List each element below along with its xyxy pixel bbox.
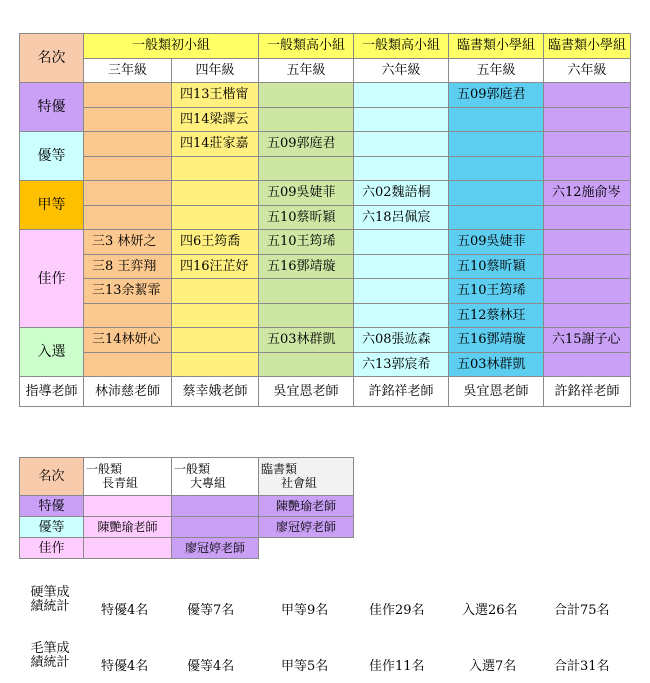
group-header [259, 458, 354, 496]
award-cell [172, 328, 259, 353]
teacher-award-cell [84, 496, 172, 517]
category-special: 特優 [20, 496, 84, 517]
award-cell [84, 181, 172, 206]
award-cell: 五12蔡林玨 [449, 303, 544, 328]
grade-header: 四年級 [172, 58, 259, 83]
group-header: 臨書類小學組 [449, 34, 544, 59]
category-first: 甲等 [20, 181, 84, 230]
stat-value: 入選7名 [469, 659, 517, 674]
brush-stats [19, 642, 631, 682]
stat-value: 特優4名 [101, 603, 149, 618]
award-cell: 五16鄧靖璇 [449, 328, 544, 353]
group-header-line: 長青組 [102, 475, 139, 490]
award-cell [544, 132, 631, 157]
teacher-award-cell [172, 517, 259, 538]
group-header-line: 一般類 [174, 461, 211, 476]
award-cell [449, 107, 544, 132]
award-cell [354, 254, 449, 279]
award-cell [172, 279, 259, 304]
grade-header: 五年級 [449, 58, 544, 83]
teacher-label: 指導老師 [20, 377, 84, 407]
category-good: 佳作 [20, 538, 84, 559]
award-cell [544, 205, 631, 230]
teacher-award-cell: 陳艷瑜老師 [259, 496, 354, 517]
teacher-award-cell: 陳艷瑜老師 [84, 517, 172, 538]
stats-label-line: 績統計 [30, 655, 70, 670]
award-cell [259, 303, 354, 328]
category-selected: 入選 [20, 328, 84, 377]
teacher-award-cell [259, 538, 354, 559]
teacher-award-cell: 廖冠婷老師 [259, 517, 354, 538]
award-cell: 五09吳婕菲 [449, 230, 544, 255]
award-cell [544, 279, 631, 304]
award-cell: 五03林群凱 [449, 352, 544, 377]
stats-label-line: 硬筆成 [30, 585, 70, 600]
award-cell: 四6王筠喬 [172, 230, 259, 255]
award-cell: 五10王筠琋 [259, 230, 354, 255]
group-header: 一般類高小組 [259, 34, 354, 59]
award-cell [449, 132, 544, 157]
award-cell: 三3 林妍之 [84, 230, 172, 255]
group-header-line: 大專組 [190, 475, 227, 490]
award-cell [84, 132, 172, 157]
award-cell [172, 352, 259, 377]
teacher-award-cell [84, 538, 172, 559]
teacher-award-cell [172, 496, 259, 517]
teacher-award-cell: 廖冠婷老師 [172, 538, 259, 559]
award-cell [84, 303, 172, 328]
stat-value: 佳作11名 [369, 659, 425, 674]
award-cell: 五03林群凱 [259, 328, 354, 353]
group-header: 一般類高小組 [354, 34, 449, 59]
award-cell: 三13余絜霏 [84, 279, 172, 304]
award-cell: 五10蔡昕穎 [259, 205, 354, 230]
award-cell: 六12施俞岑 [544, 181, 631, 206]
award-cell [259, 107, 354, 132]
award-cell: 五09郭庭君 [449, 83, 544, 108]
award-cell: 四14莊家嘉 [172, 132, 259, 157]
stat-value: 合計31名 [554, 659, 610, 674]
stat-value: 入選26名 [462, 603, 518, 618]
group-header-line: 一般類 [86, 461, 123, 476]
award-cell: 五09郭庭君 [259, 132, 354, 157]
award-cell [84, 352, 172, 377]
stat-value: 特優4名 [101, 659, 149, 674]
award-cell [354, 279, 449, 304]
award-cell: 六15謝子心 [544, 328, 631, 353]
award-cell [259, 83, 354, 108]
award-cell [544, 254, 631, 279]
grade-header: 六年級 [544, 58, 631, 83]
award-cell [84, 156, 172, 181]
stat-value: 合計75名 [554, 603, 610, 618]
teacher-cell: 吳宜恩老師 [449, 377, 544, 407]
category-good: 佳作 [20, 230, 84, 328]
award-cell [354, 156, 449, 181]
award-cell [449, 156, 544, 181]
rank-header: 名次 [20, 458, 84, 496]
award-cell [354, 303, 449, 328]
group-header [84, 458, 172, 496]
teacher-cell: 吳宜恩老師 [259, 377, 354, 407]
stat-value: 優等7名 [187, 603, 235, 618]
award-cell: 三14林妍心 [84, 328, 172, 353]
award-cell: 五16鄧靖璇 [259, 254, 354, 279]
award-cell: 六02魏語桐 [354, 181, 449, 206]
award-cell [544, 230, 631, 255]
hard-pen-stats [19, 586, 631, 626]
award-cell [84, 205, 172, 230]
award-cell [354, 83, 449, 108]
award-cell [354, 107, 449, 132]
awards-table [19, 33, 631, 407]
stat-value: 優等4名 [187, 659, 235, 674]
award-cell: 三8 王弈翔 [84, 254, 172, 279]
teacher-awards-table [19, 457, 354, 559]
award-cell: 四16汪芷妤 [172, 254, 259, 279]
award-cell: 六18呂佩宸 [354, 205, 449, 230]
award-cell: 六13郭宸希 [354, 352, 449, 377]
stats-label [25, 642, 75, 670]
award-cell [449, 205, 544, 230]
rank-header: 名次 [20, 34, 84, 83]
group-header: 一般類初小組 [84, 34, 259, 59]
teacher-cell: 許銘祥老師 [544, 377, 631, 407]
teacher-cell: 蔡幸娥老師 [172, 377, 259, 407]
group-header [172, 458, 259, 496]
grade-header: 三年級 [84, 58, 172, 83]
award-cell: 五09吳婕菲 [259, 181, 354, 206]
group-header-line: 臨書類 [261, 461, 298, 476]
award-cell: 五10王筠琋 [449, 279, 544, 304]
group-header: 臨書類小學組 [544, 34, 631, 59]
stat-value: 甲等5名 [281, 659, 329, 674]
stats-label [25, 586, 75, 614]
award-cell [84, 83, 172, 108]
stat-value: 佳作29名 [369, 603, 425, 618]
award-cell: 四13王楷甯 [172, 83, 259, 108]
award-cell [354, 230, 449, 255]
award-cell [172, 181, 259, 206]
teacher-cell: 林沛慈老師 [84, 377, 172, 407]
category-excellent: 優等 [20, 517, 84, 538]
award-cell [544, 83, 631, 108]
award-cell [544, 156, 631, 181]
group-header-line: 社會組 [281, 475, 318, 490]
stats-label-line: 績統計 [30, 599, 70, 614]
award-cell [544, 303, 631, 328]
award-cell [172, 303, 259, 328]
award-cell [172, 156, 259, 181]
award-cell [259, 352, 354, 377]
award-cell: 四14梁譯云 [172, 107, 259, 132]
award-cell [259, 156, 354, 181]
award-cell [172, 205, 259, 230]
award-cell: 五10蔡昕穎 [449, 254, 544, 279]
award-cell [354, 132, 449, 157]
award-cell: 六08張竑森 [354, 328, 449, 353]
grade-header: 五年級 [259, 58, 354, 83]
award-cell [544, 107, 631, 132]
award-cell [259, 279, 354, 304]
award-cell [449, 181, 544, 206]
award-cell [544, 352, 631, 377]
grade-header: 六年級 [354, 58, 449, 83]
award-cell [84, 107, 172, 132]
category-excellent: 優等 [20, 132, 84, 181]
stats-label-line: 毛筆成 [30, 641, 70, 656]
stat-value: 甲等9名 [281, 603, 329, 618]
teacher-cell: 許銘祥老師 [354, 377, 449, 407]
category-special: 特優 [20, 83, 84, 132]
